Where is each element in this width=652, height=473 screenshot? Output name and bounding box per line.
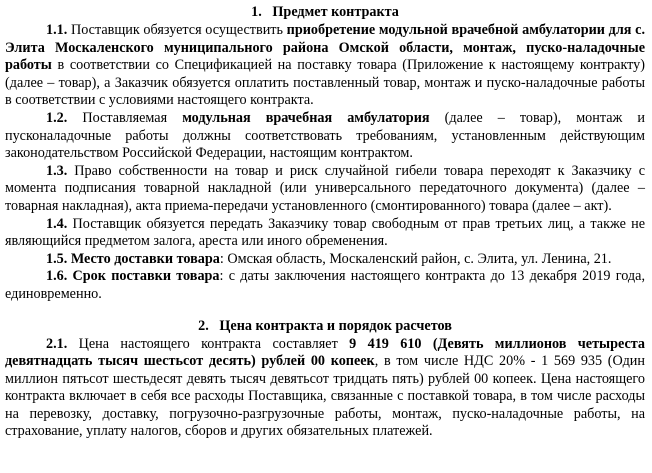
clause-bold-text: Место доставки товара bbox=[67, 250, 220, 267]
clause-1-2 bbox=[5, 110, 645, 163]
clause-text: Поставщик обязуется передать Заказчику товар свободным от прав третьих лиц, а также не являющийся предметом залога, ареста или иного обременения. bbox=[5, 215, 645, 250]
clause-1-3 bbox=[5, 163, 645, 216]
section-2-heading: 2. Цена контракта и порядок расчетов bbox=[198, 317, 452, 334]
clause-number: 1.4. bbox=[46, 215, 68, 232]
clause-2-1 bbox=[5, 336, 645, 442]
clause-number: 1.6. bbox=[46, 268, 68, 285]
clause-1-4 bbox=[5, 216, 645, 251]
clause-number: 2.1. bbox=[46, 335, 68, 352]
clause-text: , в том числе НДС 20% - 1 569 935 (Один миллион пятьсот шестьдесят девять тысяч девятьсот тридцать пять) рублей 00 копеек. Цена настоящего контракта включает в себя все расходы Поставщика, связанные с поставкой товара, в том числе расходы на перевозку, доставку, погрузочно-разгрузочные работы, монтаж, пуско-наладочные работы, на страхование, уплату налогов, сборов и других обязательных платежей. bbox=[5, 353, 645, 440]
clause-text: (далее – товар), монтаж и пусконаладочные работы должны соответствовать требованиям, установленным действующим законодательством Российской Федерации, настоящим контрактом. bbox=[5, 109, 645, 162]
contract-document bbox=[5, 4, 645, 441]
clause-1-5 bbox=[5, 251, 645, 269]
clause-number: 1.2. bbox=[46, 109, 68, 126]
section-spacer bbox=[5, 304, 645, 318]
section-1-heading: 1. Предмет контракта bbox=[251, 4, 399, 20]
clause-text: Поставщик обязуется осуществить bbox=[67, 22, 287, 38]
clause-text: в соответствии со Спецификацией на поставку товара (Приложение к настоящему контракту) (далее – товар), а Заказчик обязуется оплатить поставленный товар, монтаж и пуско-наладочные работы в соответствии с условиями настоящего контракта. bbox=[5, 57, 645, 109]
clause-text: Цена настоящего контракта составляет bbox=[67, 335, 350, 352]
clause-number: 1.5. bbox=[46, 250, 68, 267]
clause-bold-text: Срок поставки товара bbox=[67, 268, 220, 285]
clause-1-6 bbox=[5, 268, 645, 303]
clause-1-1 bbox=[5, 22, 645, 110]
clause-text: Право собственности на товар и риск случайной гибели товара переходят к Заказчику с момента подписания товарной накладной (или универсального передаточного документа) (далее – товарная накладная), акта приема-передачи установленного (смонтированного) товара (далее – акт). bbox=[5, 162, 645, 214]
clause-bold-text: 9 419 610 (Девять миллионов четыреста девятнадцать тысяч шестьсот десять) рублей 00 копеек bbox=[5, 335, 646, 370]
clause-number: 1.1. bbox=[46, 22, 68, 38]
clause-text: : с даты заключения настоящего контракта до 13 декабря 2019 года, единовременно. bbox=[5, 268, 645, 302]
clause-number: 1.3. bbox=[46, 162, 68, 179]
clause-bold-text: приобретение модульной врачебной амбулатории для с. Элита Москаленского муниципального района Омской области, монтаж, пуско-наладочные работы bbox=[5, 22, 645, 74]
clause-text: Поставляемая bbox=[67, 109, 183, 126]
clause-text: : Омская область, Москаленский район, с. Элита, ул. Ленина, 21. bbox=[219, 250, 612, 267]
clause-bold-text: модульная врачебная амбулатория bbox=[182, 109, 430, 126]
